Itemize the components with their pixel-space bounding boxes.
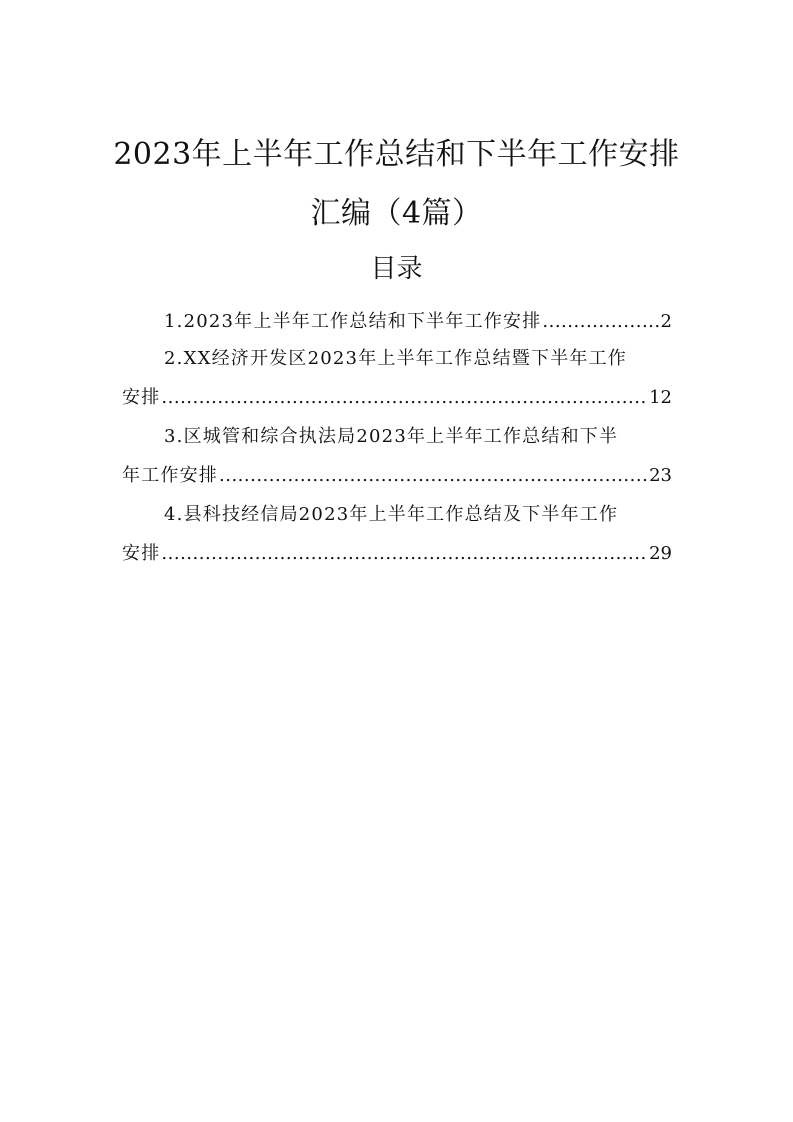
document-title-line2: 汇编（4篇） <box>310 196 483 231</box>
toc-leader-dots <box>542 305 659 339</box>
toc-entry-4-text: 4.县科技经信局2023年上半年工作总结及下半年工作 <box>164 504 619 525</box>
toc-entry-1[interactable] <box>122 305 672 339</box>
toc-entry-4-text-cont: 安排 <box>122 543 161 564</box>
toc-entry-2-text-cont: 安排 <box>122 387 161 408</box>
toc-leader-dots <box>219 459 648 493</box>
toc-leader-dots <box>161 381 648 415</box>
toc-heading: 目录 <box>370 254 423 284</box>
toc-entry-3-line1[interactable] <box>122 420 672 454</box>
toc-entry-3-text: 3.区城管和综合执法局2023年上半年工作总结和下半 <box>164 426 619 447</box>
toc-entry-3-page: 23 <box>649 465 672 486</box>
document-title-line1: 2023年上半年工作总结和下半年工作安排 <box>113 137 680 172</box>
toc-entry-2-text: 2.XX经济开发区2023年上半年工作总结暨下半年工作 <box>164 348 628 369</box>
toc-entry-2-line2[interactable] <box>122 381 672 415</box>
toc-entry-3-text-cont: 年工作安排 <box>122 465 218 486</box>
toc-entry-1-text: 1.2023年上半年工作总结和下半年工作安排 <box>164 311 542 332</box>
toc-entry-1-page: 2 <box>660 311 672 332</box>
toc-entry-3-line2[interactable] <box>122 459 672 493</box>
toc-entry-4-page: 29 <box>649 543 672 564</box>
toc-entry-2-page: 12 <box>649 387 672 408</box>
toc-leader-dots <box>161 537 648 571</box>
toc-entry-4-line1[interactable] <box>122 498 672 532</box>
toc-entry-4-line2[interactable] <box>122 537 672 571</box>
toc-entry-2-line1[interactable] <box>122 342 672 376</box>
